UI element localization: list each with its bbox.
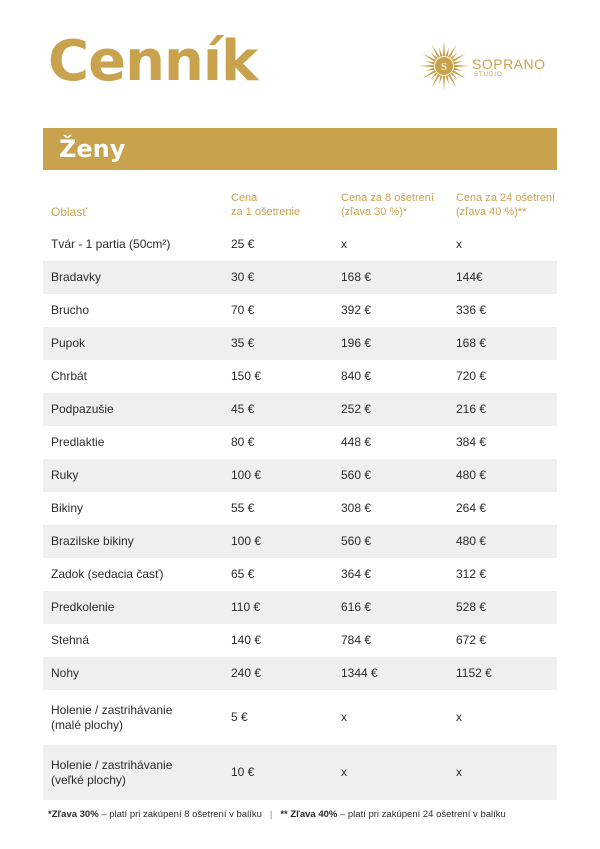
cell-8-sessions-price: 1344 € (341, 666, 378, 680)
table-header (43, 178, 557, 228)
column-header-single-price: Cena za 1 ošetrenie (231, 192, 301, 218)
cell-area: Holenie / zastrihávanie (malé plochy) (51, 702, 173, 732)
table-row (43, 459, 557, 492)
column-header-area: Oblasť (51, 205, 87, 219)
table-row (43, 492, 557, 525)
cell-area: Zadok (sedacia časť) (51, 567, 164, 581)
footnote-2-label: ** Zľava 40% (280, 809, 338, 820)
cell-24-sessions-price: x (456, 237, 462, 251)
table-row (43, 745, 557, 800)
cell-8-sessions-price: 196 € (341, 336, 372, 350)
cell-8-sessions-price: x (341, 710, 347, 724)
table-row (43, 558, 557, 591)
cell-area: Bikiny (51, 501, 84, 515)
table-row (43, 261, 557, 294)
column-header-8-sessions: Cena za 8 ošetrení (zľava 30 %)* (341, 192, 434, 218)
cell-24-sessions-price: 1152 € (456, 666, 492, 680)
cell-8-sessions-price: 784 € (341, 633, 372, 647)
cell-single-price: 30 € (231, 270, 255, 284)
footnotes (48, 809, 562, 820)
table-row (43, 657, 557, 690)
brand-name: SOPRANO (472, 56, 546, 72)
cell-24-sessions-price: 384 € (456, 435, 487, 449)
table-row (43, 591, 557, 624)
cell-24-sessions-price: 480 € (456, 468, 487, 482)
cell-24-sessions-price: 216 € (456, 402, 487, 416)
cell-24-sessions-price: 480 € (456, 534, 487, 548)
cell-8-sessions-price: 168 € (341, 270, 372, 284)
table-row (43, 624, 557, 657)
table-row (43, 327, 557, 360)
section-title: Ženy (59, 135, 126, 163)
cell-single-price: 110 € (231, 600, 261, 614)
page-title: Cenník (48, 29, 258, 94)
cell-24-sessions-price: 672 € (456, 633, 487, 647)
cell-single-price: 35 € (231, 336, 255, 350)
cell-8-sessions-price: 364 € (341, 567, 372, 581)
column-header-24-sessions: Cena za 24 ošetrení (zľava 40 %)** (456, 192, 556, 218)
cell-8-sessions-price: 252 € (341, 402, 372, 416)
cell-single-price: 240 € (231, 666, 262, 680)
cell-24-sessions-price: 312 € (456, 567, 487, 581)
cell-8-sessions-price: 560 € (341, 468, 372, 482)
cell-single-price: 65 € (231, 567, 255, 581)
cell-single-price: 70 € (231, 303, 255, 317)
cell-area: Brazilske bikiny (51, 534, 134, 548)
cell-area: Nohy (51, 666, 80, 680)
cell-single-price: 80 € (231, 435, 255, 449)
cell-area: Predkolenie (51, 600, 115, 614)
cell-single-price: 5 € (231, 710, 248, 724)
cell-8-sessions-price: x (341, 237, 347, 251)
cell-single-price: 100 € (231, 534, 262, 548)
cell-8-sessions-price: 448 € (341, 435, 372, 449)
cell-24-sessions-price: 264 € (456, 501, 487, 515)
cell-8-sessions-price: x (341, 765, 347, 779)
cell-area: Brucho (51, 303, 90, 317)
sunburst-logo-icon (418, 40, 470, 92)
cell-single-price: 10 € (231, 765, 255, 779)
cell-single-price: 100 € (231, 468, 262, 482)
brand-logo (418, 40, 558, 96)
cell-single-price: 25 € (231, 237, 255, 251)
cell-8-sessions-price: 308 € (341, 501, 372, 515)
cell-24-sessions-price: x (456, 765, 462, 779)
cell-area: Holenie / zastrihávanie (veľké plochy) (51, 757, 173, 787)
svg-text:S: S (440, 61, 448, 73)
cell-24-sessions-price: 528 € (456, 600, 487, 614)
cell-single-price: 45 € (231, 402, 255, 416)
cell-area: Ruky (51, 468, 79, 482)
cell-24-sessions-price: 168 € (456, 336, 487, 350)
price-table (43, 178, 557, 800)
brand-subtitle: STUDIO (474, 72, 503, 78)
cell-8-sessions-price: 840 € (341, 369, 372, 383)
table-row (43, 393, 557, 426)
cell-24-sessions-price: x (456, 710, 462, 724)
cell-area: Stehná (51, 633, 90, 647)
table-row (43, 690, 557, 745)
section-header (43, 128, 557, 170)
footnote-1-text: – platí pri zakúpení 8 ošetrení v balíku (98, 809, 262, 820)
footnote-separator: | (269, 809, 273, 820)
table-body (43, 228, 557, 800)
cell-8-sessions-price: 560 € (341, 534, 372, 548)
cell-area: Tvár - 1 partia (50cm²) (51, 237, 171, 251)
cell-area: Chrbát (51, 369, 88, 383)
cell-8-sessions-price: 616 € (341, 600, 372, 614)
cell-8-sessions-price: 392 € (341, 303, 372, 317)
cell-24-sessions-price: 720 € (456, 369, 487, 383)
cell-single-price: 150 € (231, 369, 262, 383)
cell-area: Podpazušie (51, 402, 114, 416)
cell-single-price: 55 € (231, 501, 255, 515)
footnote-2-text: – platí pri zakúpení 24 ošetrení v balíku (337, 809, 506, 820)
table-row (43, 360, 557, 393)
cell-24-sessions-price: 144€ (456, 270, 483, 284)
cell-area: Bradavky (51, 270, 102, 284)
cell-area: Predlaktie (51, 435, 105, 449)
footnote-1-label: *Zľava 30% (48, 809, 99, 820)
table-row (43, 228, 557, 261)
table-row (43, 525, 557, 558)
cell-area: Pupok (51, 336, 86, 350)
table-row (43, 294, 557, 327)
cell-24-sessions-price: 336 € (456, 303, 487, 317)
cell-single-price: 140 € (231, 633, 262, 647)
table-row (43, 426, 557, 459)
